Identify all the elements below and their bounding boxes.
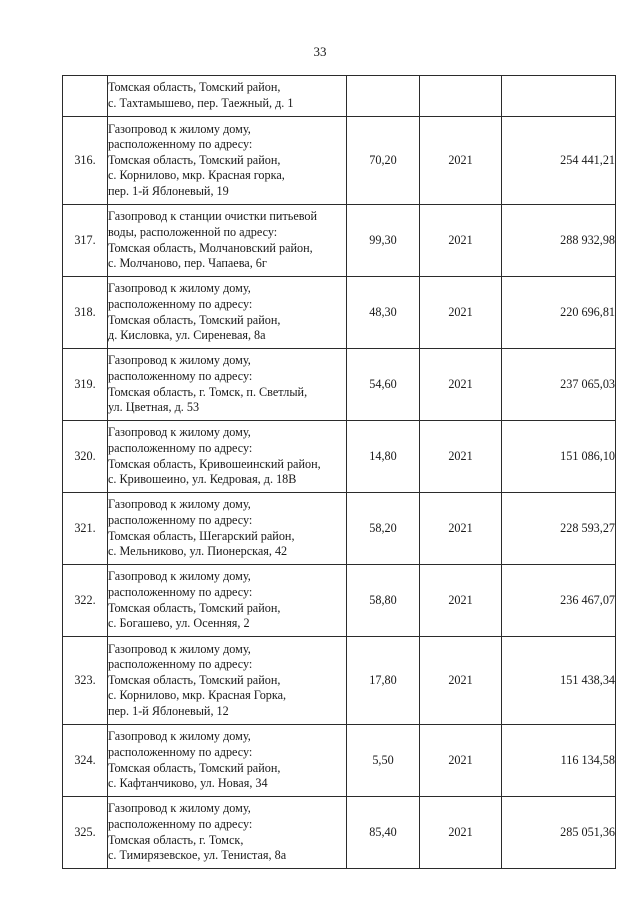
pipeline-length: 17,80 bbox=[347, 637, 420, 725]
object-description bbox=[108, 565, 347, 637]
cost-value: 220 696,81 bbox=[502, 277, 616, 349]
description-line: Газопровод к жилому дому, bbox=[108, 729, 251, 744]
commission-year: 2021 bbox=[420, 421, 502, 493]
table-row bbox=[63, 493, 616, 565]
pipeline-length: 48,30 bbox=[347, 277, 420, 349]
description-line: расположенному по адресу: bbox=[108, 584, 253, 599]
pipeline-length: 5,50 bbox=[347, 725, 420, 797]
cost-value: 285 051,36 bbox=[502, 797, 616, 869]
object-description bbox=[108, 205, 347, 277]
row-number: 325. bbox=[63, 797, 108, 869]
description-line: расположенному по адресу: bbox=[108, 816, 253, 831]
table-row bbox=[63, 76, 616, 117]
description-line: с. Кафтанчиково, ул. Новая, 34 bbox=[108, 776, 268, 791]
table-row bbox=[63, 421, 616, 493]
row-number: 323. bbox=[63, 637, 108, 725]
table-row bbox=[63, 797, 616, 869]
description-line: Томская область, Томский район, bbox=[108, 600, 281, 615]
description-line: с. Корнилово, мкр. Красная Горка, bbox=[108, 688, 287, 703]
description-line: Томская область, г. Томск, п. Светлый, bbox=[108, 384, 308, 399]
pipeline-length: 70,20 bbox=[347, 117, 420, 205]
description-line: расположенному по адресу: bbox=[108, 137, 253, 152]
description-line: Газопровод к станции очистки питьевой bbox=[108, 209, 318, 224]
object-description bbox=[108, 349, 347, 421]
description-line: ул. Цветная, д. 53 bbox=[108, 400, 200, 415]
object-description bbox=[108, 117, 347, 205]
commission-year: 2021 bbox=[420, 493, 502, 565]
cost-value: 151 086,10 bbox=[502, 421, 616, 493]
row-number: 322. bbox=[63, 565, 108, 637]
row-number: 321. bbox=[63, 493, 108, 565]
commission-year: 2021 bbox=[420, 205, 502, 277]
description-line: Томская область, Томский район, bbox=[108, 312, 281, 327]
description-line: с. Тахтамышево, пер. Таежный, д. 1 bbox=[108, 96, 294, 110]
object-description bbox=[108, 76, 347, 117]
description-line: Газопровод к жилому дому, bbox=[108, 569, 251, 584]
table-row bbox=[63, 117, 616, 205]
description-line: с. Корнилово, мкр. Красная горка, bbox=[108, 168, 285, 183]
row-number bbox=[63, 76, 108, 117]
description-line: Газопровод к жилому дому, bbox=[108, 641, 251, 656]
cost-value bbox=[502, 76, 616, 117]
description-line: д. Кисловка, ул. Сиреневая, 8а bbox=[108, 328, 266, 343]
commission-year: 2021 bbox=[420, 117, 502, 205]
description-line: Томская область, Шегарский район, bbox=[108, 528, 295, 543]
description-line: с. Кривошеино, ул. Кедровая, д. 18В bbox=[108, 472, 297, 487]
commission-year: 2021 bbox=[420, 725, 502, 797]
description-line: Газопровод к жилому дому, bbox=[108, 425, 251, 440]
description-line: расположенному по адресу: bbox=[108, 512, 253, 527]
pipeline-length: 99,30 bbox=[347, 205, 420, 277]
object-description bbox=[108, 637, 347, 725]
pipeline-length: 58,80 bbox=[347, 565, 420, 637]
row-number: 316. bbox=[63, 117, 108, 205]
table-row bbox=[63, 565, 616, 637]
table-row bbox=[63, 349, 616, 421]
pipeline-length: 54,60 bbox=[347, 349, 420, 421]
description-line: Томская область, Томский район, bbox=[108, 80, 281, 95]
description-line: расположенному по адресу: bbox=[108, 368, 253, 383]
cost-value: 228 593,27 bbox=[502, 493, 616, 565]
description-line: пер. 1-й Яблоневый, 12 bbox=[108, 703, 229, 718]
pipeline-length: 85,40 bbox=[347, 797, 420, 869]
description-line: Томская область, Томский район, bbox=[108, 760, 281, 775]
table-row bbox=[63, 205, 616, 277]
commission-year: 2021 bbox=[420, 637, 502, 725]
object-description bbox=[108, 797, 347, 869]
cost-value: 254 441,21 bbox=[502, 117, 616, 205]
table-row bbox=[63, 725, 616, 797]
page-number: 33 bbox=[313, 44, 327, 59]
object-description bbox=[108, 277, 347, 349]
description-line: Томская область, Томский район, bbox=[108, 152, 281, 167]
row-number: 324. bbox=[63, 725, 108, 797]
description-line: с. Мельниково, ул. Пионерская, 42 bbox=[108, 544, 288, 559]
cost-value: 237 065,03 bbox=[502, 349, 616, 421]
description-line: Томская область, г. Томск, bbox=[108, 832, 244, 847]
description-line: Газопровод к жилому дому, bbox=[108, 121, 251, 136]
description-line: воды, расположенной по адресу: bbox=[108, 224, 278, 239]
cost-value: 151 438,34 bbox=[502, 637, 616, 725]
pipeline-length: 14,80 bbox=[347, 421, 420, 493]
description-line: Томская область, Кривошеинский район, bbox=[108, 456, 321, 471]
description-line: расположенному по адресу: bbox=[108, 744, 253, 759]
description-line: пер. 1-й Яблоневый, 19 bbox=[108, 183, 229, 198]
object-description bbox=[108, 493, 347, 565]
description-line: расположенному по адресу: bbox=[108, 296, 253, 311]
row-number: 318. bbox=[63, 277, 108, 349]
description-line: Газопровод к жилому дому, bbox=[108, 281, 251, 296]
description-line: Газопровод к жилому дому, bbox=[108, 497, 251, 512]
object-description bbox=[108, 421, 347, 493]
commission-year: 2021 bbox=[420, 797, 502, 869]
description-line: Газопровод к жилому дому, bbox=[108, 801, 251, 816]
commission-year: 2021 bbox=[420, 349, 502, 421]
description-line: расположенному по адресу: bbox=[108, 440, 253, 455]
pipeline-length: 58,20 bbox=[347, 493, 420, 565]
row-number: 317. bbox=[63, 205, 108, 277]
row-number: 319. bbox=[63, 349, 108, 421]
cost-value: 116 134,58 bbox=[502, 725, 616, 797]
pipeline-length bbox=[347, 76, 420, 117]
cost-value: 288 932,98 bbox=[502, 205, 616, 277]
description-line: Томская область, Молчановский район, bbox=[108, 240, 313, 255]
table-row bbox=[63, 277, 616, 349]
table-body bbox=[63, 76, 616, 869]
commission-year: 2021 bbox=[420, 565, 502, 637]
commission-year: 2021 bbox=[420, 277, 502, 349]
table-row bbox=[63, 637, 616, 725]
description-line: с. Молчаново, пер. Чапаева, 6г bbox=[108, 256, 267, 271]
description-line: расположенному по адресу: bbox=[108, 657, 253, 672]
cost-value: 236 467,07 bbox=[502, 565, 616, 637]
description-line: Томская область, Томский район, bbox=[108, 672, 281, 687]
commission-year bbox=[420, 76, 502, 117]
row-number: 320. bbox=[63, 421, 108, 493]
object-description bbox=[108, 725, 347, 797]
gas-pipeline-table bbox=[62, 75, 616, 869]
description-line: с. Тимирязевское, ул. Тенистая, 8а bbox=[108, 848, 287, 863]
description-line: с. Богашево, ул. Осенняя, 2 bbox=[108, 616, 250, 631]
description-line: Газопровод к жилому дому, bbox=[108, 353, 251, 368]
